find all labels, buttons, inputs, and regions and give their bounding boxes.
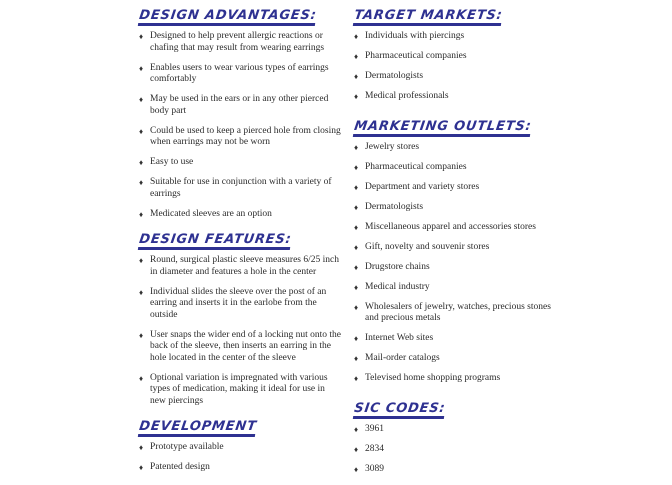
list-item	[137, 287, 342, 322]
diamond-bullet-icon: ♦	[139, 158, 144, 167]
list-item	[352, 51, 557, 63]
target-markets-list	[352, 31, 557, 103]
design-advantages-heading: DESIGN ADVANTAGES:	[138, 9, 318, 26]
list-item-text: Jewelry stores	[365, 141, 420, 152]
diamond-bullet-icon: ♦	[139, 63, 144, 73]
sic-codes-section	[352, 399, 557, 476]
list-item-text: Medicated sleeves are an option	[150, 208, 272, 219]
list-item	[137, 330, 342, 365]
list-item	[137, 94, 342, 117]
diamond-bullet-icon: ♦	[354, 202, 359, 212]
list-item-text: Dermatologists	[365, 201, 424, 212]
list-item	[137, 442, 342, 454]
list-item-text: Medical industry	[365, 281, 430, 292]
diamond-bullet-icon: ♦	[354, 92, 359, 101]
diamond-bullet-icon: ♦	[354, 282, 359, 292]
list-item	[352, 424, 557, 436]
marketing-outlets-list	[352, 142, 557, 385]
list-item	[352, 353, 557, 365]
list-item-text: Pharmaceutical companies	[365, 161, 467, 172]
list-item-text: Could be used to keep a pierced hole from closing when earrings may not be worn	[150, 125, 341, 147]
list-item	[352, 444, 557, 456]
list-item-text: Medical professionals	[365, 91, 449, 101]
marketing-outlets-section	[352, 117, 557, 385]
list-item-text: Televised home shopping programs	[365, 373, 501, 383]
diamond-bullet-icon: ♦	[354, 334, 359, 343]
list-item	[352, 242, 557, 254]
sic-codes-heading: SIC CODES:	[353, 402, 446, 419]
diamond-bullet-icon: ♦	[354, 464, 359, 474]
list-item	[352, 91, 557, 103]
design-advantages-section	[137, 6, 342, 220]
list-item-text: Department and variety stores	[365, 181, 480, 192]
diamond-bullet-icon: ♦	[354, 424, 359, 434]
list-item-text: Individual slides the sleeve over the post of an earring and inserts it in the earlobe from the outside	[150, 286, 327, 320]
list-item-text: Pharmaceutical companies	[365, 51, 467, 61]
list-item-text: Miscellaneous apparel and accessories stores	[365, 221, 536, 232]
list-item	[352, 464, 557, 476]
list-item	[137, 126, 342, 149]
list-item-text: Designed to help prevent allergic reactions or chafing that may result from wearing earrings	[150, 31, 325, 53]
list-item	[352, 71, 557, 83]
list-item-text: May be used in the ears or in any other pierced body part	[150, 94, 329, 116]
list-item-text: Patented design	[150, 462, 210, 472]
list-item-text: Easy to use	[150, 157, 194, 167]
list-item-text: User snaps the wider end of a locking nut onto the back of the sleeve, then inserts an earring in the hole located in the center of the sleeve	[150, 329, 342, 363]
diamond-bullet-icon: ♦	[139, 32, 144, 41]
list-item	[352, 162, 557, 174]
design-features-list	[137, 255, 342, 407]
list-item-text: Round, surgical plastic sleeve measures 6/25 inch in diameter and features a hole in the center	[150, 255, 339, 277]
list-item	[352, 262, 557, 274]
design-features-heading: DESIGN FEATURES:	[138, 233, 293, 250]
design-features-section	[137, 230, 342, 407]
diamond-bullet-icon: ♦	[354, 262, 359, 272]
left-column	[137, 6, 342, 484]
diamond-bullet-icon: ♦	[139, 209, 144, 219]
list-item-text: Dermatologists	[365, 71, 424, 81]
list-item-text: Prototype available	[150, 442, 224, 452]
list-item-text: Wholesalers of jewelry, watches, precious stones and precious metals	[365, 301, 551, 323]
diamond-bullet-icon: ♦	[139, 95, 144, 104]
list-item	[352, 333, 557, 345]
list-item-text: Gift, novelty and souvenir stores	[365, 241, 490, 252]
diamond-bullet-icon: ♦	[139, 287, 144, 297]
list-item	[352, 222, 557, 234]
development-list	[137, 442, 342, 474]
list-item-text: Mail-order catalogs	[365, 353, 440, 363]
diamond-bullet-icon: ♦	[354, 302, 359, 312]
development-heading: DEVELOPMENT	[138, 420, 258, 437]
design-advantages-list	[137, 31, 342, 220]
target-markets-section	[352, 6, 557, 103]
diamond-bullet-icon: ♦	[139, 373, 144, 383]
list-item	[352, 182, 557, 194]
list-item	[352, 31, 557, 43]
list-item-text: Suitable for use in conjunction with a variety of earrings	[150, 177, 332, 199]
list-item	[352, 302, 557, 325]
diamond-bullet-icon: ♦	[139, 463, 144, 472]
list-item-text: 3961	[365, 423, 384, 434]
sic-codes-list	[352, 424, 557, 476]
diamond-bullet-icon: ♦	[354, 52, 359, 61]
list-item-text: Internet Web sites	[365, 333, 434, 343]
diamond-bullet-icon: ♦	[354, 242, 359, 252]
list-item	[137, 209, 342, 221]
diamond-bullet-icon: ♦	[139, 256, 144, 265]
list-item	[137, 157, 342, 169]
list-item	[137, 462, 342, 474]
list-item-text: 3089	[365, 463, 384, 474]
diamond-bullet-icon: ♦	[139, 330, 144, 340]
list-item	[137, 177, 342, 200]
list-item	[137, 63, 342, 86]
marketing-outlets-heading: MARKETING OUTLETS:	[353, 120, 533, 137]
diamond-bullet-icon: ♦	[354, 374, 359, 383]
list-item-text: Optional variation is impregnated with various types of medication, making it ideal for use in new piercings	[150, 372, 328, 406]
list-item-text: Individuals with piercings	[365, 31, 465, 41]
list-item-text: 2834	[365, 443, 384, 454]
list-item	[137, 255, 342, 278]
list-item-text: Enables users to wear various types of earrings comfortably	[150, 62, 329, 84]
diamond-bullet-icon: ♦	[139, 443, 144, 452]
diamond-bullet-icon: ♦	[354, 142, 359, 152]
diamond-bullet-icon: ♦	[354, 354, 359, 363]
list-item-text: Drugstore chains	[365, 261, 430, 272]
list-item	[352, 142, 557, 154]
list-item	[137, 373, 342, 408]
list-item	[352, 282, 557, 294]
diamond-bullet-icon: ♦	[354, 222, 359, 232]
diamond-bullet-icon: ♦	[139, 126, 144, 136]
list-item	[137, 31, 342, 54]
diamond-bullet-icon: ♦	[354, 444, 359, 454]
diamond-bullet-icon: ♦	[354, 182, 359, 192]
development-section	[137, 417, 342, 474]
right-column	[352, 6, 557, 485]
diamond-bullet-icon: ♦	[354, 162, 359, 172]
target-markets-heading: TARGET MARKETS:	[353, 9, 504, 26]
list-item	[352, 202, 557, 214]
diamond-bullet-icon: ♦	[354, 72, 359, 81]
diamond-bullet-icon: ♦	[354, 32, 359, 41]
list-item	[352, 373, 557, 385]
diamond-bullet-icon: ♦	[139, 178, 144, 187]
